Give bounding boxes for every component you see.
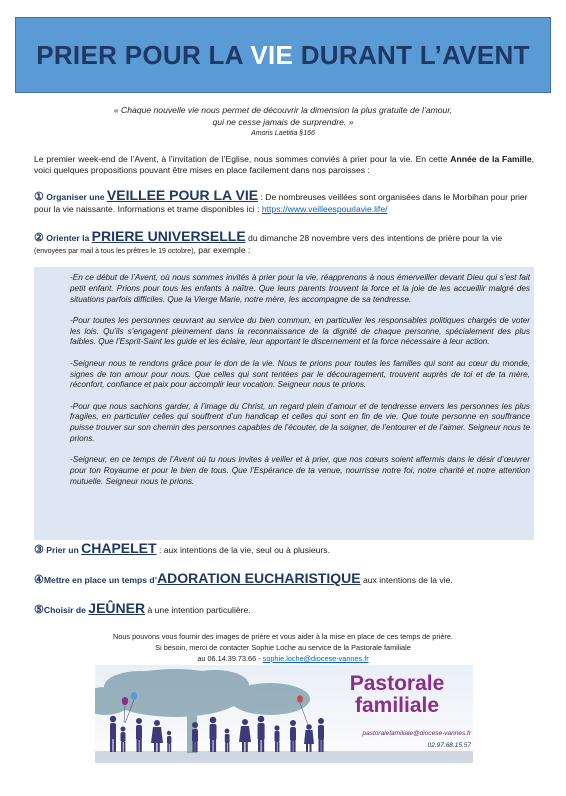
item3-lead: Prier un — [43, 545, 82, 555]
prayer-1: -En ce début de l’Avent, où nous sommes invités à prier pour la vie, réapprenons à nous émerveiller devant Dieu qui s’est fait petit enfant. Prions pour tous les enfants à naître. Que leurs parents trouvent la force et la joie de les accueillir malgré des situations parfois difficiles. Que la Vierge Marie, notre mère, les accompagne de sa tendresse. — [70, 273, 530, 304]
item5-text: à une intention particulière. — [145, 605, 251, 615]
intro-bold: Année de la Famille — [450, 154, 532, 164]
intro-text-2: , voici quelques propositions pouvant être mises en place facilement dans nos paroisses : — [34, 154, 534, 176]
item1-lead: Organiser une — [43, 192, 107, 202]
intro-text-1: Le premier week-end de l’Avent, à l’invitation de l’Eglise, nous sommes conviés à prier pour la vie. En cette — [34, 154, 451, 164]
item-chapelet — [34, 540, 534, 557]
item3-text: : aux intentions de la vie, seul ou à plusieurs. — [156, 545, 330, 555]
item4-lead: Mettre en place un temps d’ — [43, 575, 158, 585]
item1-text: : De nombreuses veillées sont organisées dans le Morbihan pour prier pour la vie naissante. Informations et trame disponibles ici : — [34, 192, 528, 214]
prayers-box — [34, 267, 534, 540]
quote-line1: « Chaque nouvelle vie nous permet de découvrir la dimension la plus gratuite de l’amour, — [113, 105, 453, 115]
title-highlight: VIE — [250, 39, 294, 70]
logo-phone: 02.97.68.15.57 — [427, 742, 471, 749]
pastorale-familiale-logo — [95, 665, 473, 763]
item2-keyword: PRIERE UNIVERSELLE — [91, 228, 246, 244]
item4-keyword: ADORATION EUCHARISTIQUE — [157, 570, 361, 586]
quote-line2: qui ne cesse jamais de surprendre. » — [212, 116, 354, 127]
family-silhouettes-icon — [110, 716, 324, 752]
veillee-link[interactable]: https://www.veilleespourlavie.life/ — [261, 203, 388, 214]
item-number-1: ① — [34, 191, 44, 203]
logo-title — [327, 673, 467, 717]
quote-block — [40, 105, 526, 140]
item5-keyword: JEÛNER — [88, 600, 146, 616]
item1-keyword: VEILLEE POUR LA VIE — [106, 187, 259, 203]
logo-title-line1: Pastorale — [349, 672, 445, 695]
item-number-4: ④ — [34, 574, 44, 586]
item2-lead: Orienter la — [43, 233, 92, 243]
prayer-3: -Seigneur nous te rendons grâce pour le don de la vie. Nous te prions pour toutes les familles qui sont au cœur du monde, signes de ton amour pour nous. Que celles qui sont tentées par le découragement, trouvent auprès de toi et de ta mère, réconfort, confiance et paix pour accomplir leur vocation. Seigneur nous te prions. — [70, 358, 530, 390]
intro-paragraph — [34, 154, 534, 177]
prayer-2: -Pour toutes les personnes œuvrant au service du bien commun, en particulier les responsables politiques chargés de voter les lois. Qu’ils s’engagent pleinement dans la reconnaissance de la dignité de chaque personne, spécialement des plus faibles. Que l’Esprit-Saint les guide et les éclaire, leur apportant le discernement et la force nécessaire à leur action. — [70, 315, 530, 347]
logo-title-line2: familiale — [354, 694, 440, 717]
page-title — [36, 40, 530, 71]
item5-lead: Choisir de — [43, 605, 89, 615]
logo-email: pastoralefamiliale@diocese-vannes.fr — [362, 730, 471, 737]
footer-line2: Si besoin, merci de contacter Sophie Loche au service de la Pastorale familiale — [155, 643, 411, 652]
footer-email-link[interactable]: sophie.loche@diocese-vannes.fr — [262, 654, 369, 663]
item-number-2: ② — [34, 232, 44, 244]
item-adoration — [34, 570, 534, 587]
item2-text: du dimanche 28 novembre vers des intentions de prière pour la vie — [245, 233, 503, 243]
quote-source: Amoris Laetitia §166 — [251, 130, 315, 137]
footer-phone: au 06.14.39.73.66 - — [197, 654, 263, 663]
title-part2: DURANT L’AVENT — [293, 39, 530, 70]
item-priere-universelle — [34, 228, 534, 257]
footer-line3 — [40, 653, 526, 664]
prayer-5: -Seigneur, en ce temps de l’Avent où tu nous invites à veiller et à prier, que nos cœurs soient affermis dans le désir d’œuvrer pour ton Royaume et pour le bien de tous. Que l’Espérance de ta venue, nourrisse notre foi, notre charité et notre attention mutuelle. Seigneur nous te prions. — [70, 455, 530, 486]
item-veillee — [34, 187, 534, 215]
title-part1: PRIER POUR LA — [36, 39, 251, 70]
item3-keyword: CHAPELET — [81, 540, 157, 556]
item-number-3: ③ — [34, 544, 44, 556]
contact-footer — [40, 631, 526, 664]
item-jeuner — [34, 600, 534, 617]
prayer-4: -Pour que nous sachions garder, à l’image du Christ, un regard plein d’amour et de tendresse envers les personnes les plus fragiles, en particulier celles qui souffrent d’un handicap et celles qui sont en fin de vie. Que toute personne en souffrance puisse trouver sur son chemin des personnes capables de l’écouter, de la soigner, de l’entourer et de l’aimer. Seigneur nous te prions. — [70, 401, 530, 444]
item4-text: aux intentions de la vie. — [360, 575, 453, 585]
item2-note: (envoyées par mail à tous les prêtres le 19 octobre) — [34, 247, 194, 255]
item-number-5: ⑤ — [34, 604, 44, 616]
item2-text-2: , par exemple : — [193, 244, 251, 255]
footer-line1: Nous pouvons vous fournir des images de prière et vous aider à la mise en place de ces temps de prière. — [113, 632, 453, 641]
title-banner — [15, 17, 551, 93]
